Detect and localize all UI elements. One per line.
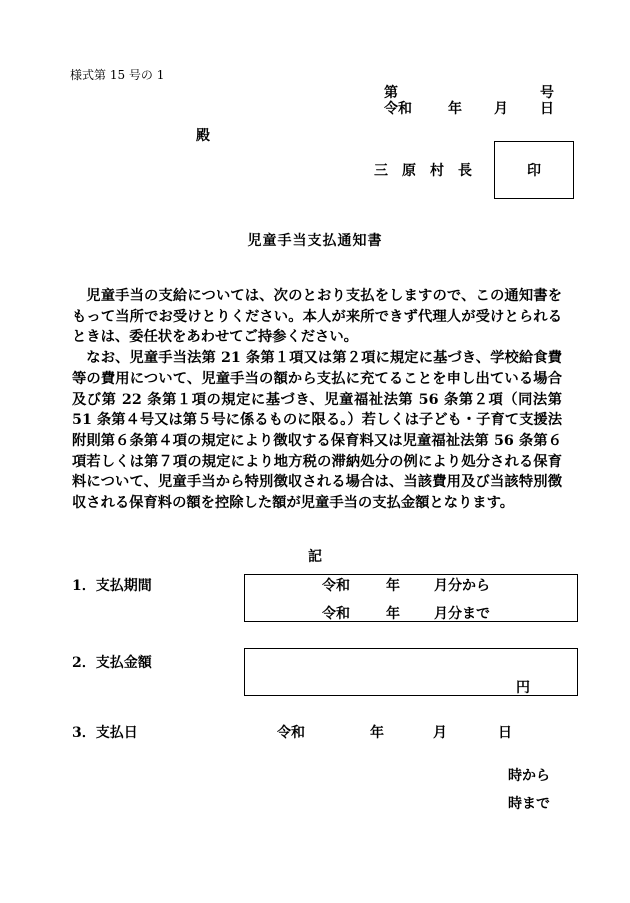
issue-date-year: 年 [448, 101, 462, 117]
notice-paragraph-2: なお、児童手当法第 21 条第１項又は第２項に規定に基づき、学校給食費等の費用について、児童手当の額から支払に充てることを申し出ている場合及び第 22 条第１項の規定に基づき、児童福祉法第 56 条第２項（同法第 51 条第４号又は第５号に係るものに限る。）若しくは子ども・子育て支援法附則第６条第４項の規定により徴収する保育料又は児童福祉法第 56 条第６項若しくは第７項の規定により地方税の滞納処分の例により処分される保育料について、児童手当から特別徴収される場合は、当該費用及び当該特別徴収される保育料の額を控除した額が児童手当の支払金額となります。 [72, 350, 562, 512]
payment-date-label: 3．支払日 [72, 725, 138, 741]
period-from-era: 令和 [322, 578, 350, 594]
period-to-year: 年 [386, 606, 400, 622]
period-from-year: 年 [386, 578, 400, 594]
document-title: 児童手当支払通知書 [247, 233, 383, 249]
period-from-suffix: 月分から [434, 578, 490, 594]
payment-period-box [244, 574, 578, 622]
period-to-era: 令和 [322, 606, 350, 622]
ki-heading: 記 [308, 549, 322, 565]
addressee-suffix: 殿 [196, 128, 210, 144]
doc-number-prefix: 第 [384, 85, 398, 101]
payment-period-label: 1．支払期間 [72, 578, 152, 594]
payment-amount-label: 2．支払金額 [72, 655, 152, 671]
doc-number-suffix: 号 [540, 85, 554, 101]
payment-time-from: 時から [508, 768, 550, 784]
notice-paragraph-1: 児童手当の支給については、次のとおり支払をしますので、この通知書をもって当所でお受けとりください。本人が来所できず代理人が受けとられるときは、委任状をあわせてご持参ください。 [72, 288, 562, 346]
notice-body [72, 286, 562, 514]
payment-date-era: 令和 [277, 725, 305, 741]
issue-date-day: 日 [540, 101, 554, 117]
period-to-suffix: 月分まで [434, 606, 490, 622]
payment-date-month: 月 [433, 725, 447, 741]
issuer-name: 三 原 村 長 [374, 163, 472, 179]
payment-time-to: 時まで [508, 796, 550, 812]
payment-date-year: 年 [370, 725, 384, 741]
form-number: 様式第 15 号の 1 [70, 68, 165, 82]
issue-date-era: 令和 [384, 101, 412, 117]
issue-date-month: 月 [494, 101, 508, 117]
payment-date-day: 日 [498, 725, 512, 741]
seal-mark: 印 [527, 163, 541, 179]
amount-unit: 円 [516, 680, 530, 696]
